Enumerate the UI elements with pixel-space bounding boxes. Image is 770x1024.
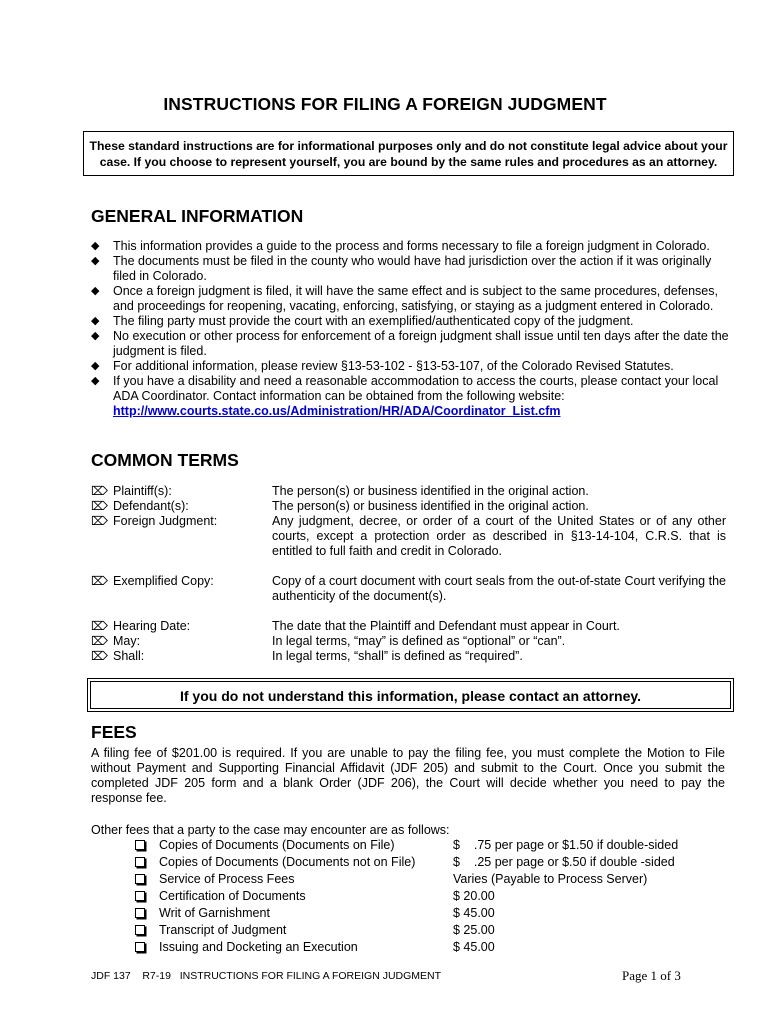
fee-table [135, 837, 678, 956]
page-number: Page 1 of 3 [622, 968, 681, 983]
checkbox-icon [135, 922, 159, 939]
list-item: ◆ For additional information, please review §13-53-102 - §13-53-107, of the Colorado Revised Statutes. [91, 359, 674, 373]
checkbox-icon [135, 871, 159, 888]
term-defendant: ⌦ Defendant(s): The person(s) or business identified in the original action. [91, 499, 589, 513]
table-row: Transcript of Judgment $ 25.00 [135, 922, 678, 939]
page-title: INSTRUCTIONS FOR FILING A FOREIGN JUDGMENT [163, 94, 607, 114]
table-row: Copies of Documents (Documents on File) $ .75 per page or $1.50 if double-sided [135, 837, 678, 854]
disclaimer-line-1: These standard instructions are for informational purposes only and do not constitute legal advice about your [89, 139, 728, 153]
term-hearing-date: ⌦ Hearing Date: The date that the Plaintiff and Defendant must appear in Court. [91, 619, 620, 633]
attorney-notice-box [87, 678, 734, 712]
table-row: Service of Process Fees Varies (Payable to Process Server) [135, 871, 678, 888]
common-terms-heading: COMMON TERMS [91, 450, 239, 470]
diamond-bullet-icon: ◆ [91, 285, 100, 297]
boxed-x-icon: ⌦ [91, 499, 108, 513]
other-fees-intro: Other fees that a party to the case may encounter are as follows: [91, 823, 450, 837]
boxed-x-icon: ⌦ [91, 574, 108, 588]
fees-paragraph: A filing fee of $201.00 is required. If you are unable to pay the filing fee, you must complete the Motion to File without Payment and Supporting Financial Affidavit (JDF 205) and submit to the Court. Once you submit the completed JDF 205 form and a blank Order (JDF 206), the Court will decide whether you need to pay the response fee. [91, 746, 725, 805]
checkbox-icon [135, 837, 159, 854]
list-item: ◆ No execution or other process for enforcement of a foreign judgment shall issue until ten days after the date the judgment is filed. [91, 329, 729, 358]
general-information-list [91, 239, 731, 419]
term-may: ⌦ May: In legal terms, “may” is defined as “optional” or “can”. [91, 634, 566, 648]
term-foreign-judgment: ⌦ Foreign Judgment: Any judgment, decree, or order of a court of the United States or of any other courts, except a protection order as described in §13-14-104, C.R.S. that is entitled to full faith and credit in Colorado. [91, 514, 726, 558]
term-shall: ⌦ Shall: In legal terms, “shall” is defined as “required”. [91, 649, 523, 663]
list-item: ◆ Once a foreign judgment is filed, it will have the same effect and is subject to the same procedures, defenses, and proceedings for reopening, vacating, enforcing, satisfying, or staying as a judgment entered in Colorado. [91, 284, 718, 313]
table-row: Certification of Documents $ 20.00 [135, 888, 678, 905]
list-item: ◆ If you have a disability and need a reasonable accommodation to access the courts, please contact your local ADA Coordinator. Contact information can be obtained from the following website: http://www.courts.state.co.us/Administration/HR/ADA/Coordinator_List.cfm [91, 374, 719, 418]
boxed-x-icon: ⌦ [91, 514, 108, 528]
table-row: Issuing and Docketing an Execution $ 45.00 [135, 939, 678, 956]
table-row: Writ of Garnishment $ 45.00 [135, 905, 678, 922]
attorney-notice-text: If you do not understand this information, please contact an attorney. [90, 681, 731, 709]
list-item: ◆ The filing party must provide the court with an exemplified/authenticated copy of the judgment. [91, 314, 634, 328]
ada-coordinator-link[interactable]: http://www.courts.state.co.us/Administration/HR/ADA/Coordinator_List.cfm [113, 404, 561, 418]
disclaimer-line-2: case. If you choose to represent yourself, you are bound by the same rules and procedures as an attorney. [99, 155, 718, 169]
list-item: ◆ This information provides a guide to the process and forms necessary to file a foreign judgment in Colorado. [91, 239, 710, 253]
table-row: Copies of Documents (Documents not on File) $ .25 per page or $.50 if double -sided [135, 854, 678, 871]
diamond-bullet-icon: ◆ [91, 240, 100, 252]
diamond-bullet-icon: ◆ [91, 315, 100, 327]
form-footer-id: JDF 137 R7-19 INSTRUCTIONS FOR FILING A FOREIGN JUDGMENT [91, 970, 442, 982]
disclaimer-box [83, 131, 734, 176]
diamond-bullet-icon: ◆ [91, 255, 100, 267]
boxed-x-icon: ⌦ [91, 649, 108, 663]
common-terms-list [91, 484, 726, 664]
diamond-bullet-icon: ◆ [91, 330, 100, 342]
boxed-x-icon: ⌦ [91, 619, 108, 633]
boxed-x-icon: ⌦ [91, 634, 108, 648]
checkbox-icon [135, 905, 159, 922]
list-item: ◆ The documents must be filed in the county who would have had jurisdiction over the action if it was originally filed in Colorado. [91, 254, 712, 283]
checkbox-icon [135, 888, 159, 905]
boxed-x-icon: ⌦ [91, 484, 108, 498]
diamond-bullet-icon: ◆ [91, 360, 100, 372]
term-plaintiff: ⌦ Plaintiff(s): The person(s) or business identified in the original action. [91, 484, 589, 498]
checkbox-icon [135, 939, 159, 956]
general-information-heading: GENERAL INFORMATION [91, 206, 304, 226]
term-exemplified-copy: ⌦ Exemplified Copy: Copy of a court document with court seals from the out-of-state Court verifying the authenticity of the document(s). [91, 574, 726, 603]
diamond-bullet-icon: ◆ [91, 375, 100, 387]
fees-heading: FEES [91, 722, 137, 742]
checkbox-icon [135, 854, 159, 871]
